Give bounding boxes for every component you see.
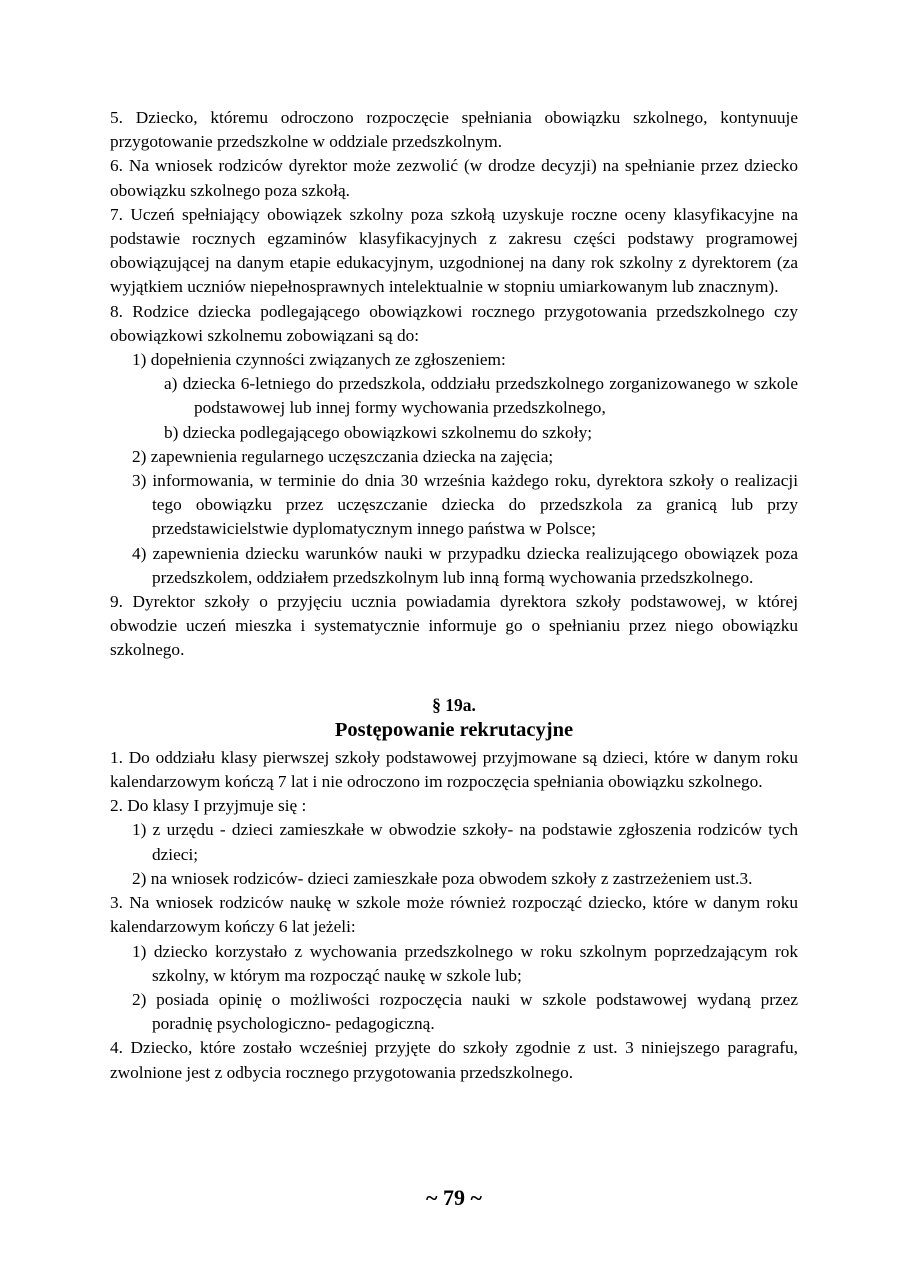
list-item: 3) informowania, w terminie do dnia 30 września każdego roku, dyrektora szkoły o realizacji tego obowiązku przez uczęszczanie dziecka do przedszkola za granicą lub przy przedstawicielstwie dyplomatycznym innego państwa w Polsce;: [132, 471, 798, 539]
list-item: 2) na wniosek rodziców- dzieci zamieszkałe poza obwodem szkoły z zastrzeżeniem ust.3.: [132, 868, 753, 888]
paragraph-7: 7. Uczeń spełniający obowiązek szkolny poza szkołą uzyskuje roczne oceny klasyfikacyjne na podstawie rocznych egzaminów klasyfikacyjnych z zakresu części podstawy programowej obowiązującej na danym etapie edukacyjnym, uzgodnionej na dany rok szkolny z dyrektorem (za wyjątkiem uczniów niepełnosprawnych intelektualnie w stopniu umiarkowanym lub znacznym).: [110, 204, 798, 297]
section-paragraph-2: 2. Do klasy I przyjmuje się :: [110, 796, 307, 816]
sub-list-item: b) dziecka podlegającego obowiązkowi szkolnemu do szkoły;: [164, 422, 593, 442]
sub-list-item: a) dziecka 6-letniego do przedszkola, oddziału przedszkolnego zorganizowanego w szkole podstawowej lub innej formy wychowania przedszkolnego,: [164, 374, 798, 418]
section-paragraph-4: 4. Dziecko, które zostało wcześniej przyjęte do szkoły zgodnie z ust. 3 niniejszego paragrafu, zwolnione jest z odbycia rocznego przygotowania przedszkolnego.: [110, 1038, 798, 1082]
list-item: 4) zapewnienia dziecku warunków nauki w przypadku dziecka realizującego obowiązek poza przedszkolem, oddziałem przedszkolnym lub inną formą wychowania przedszkolnego.: [132, 543, 798, 587]
paragraph-6: 6. Na wniosek rodziców dyrektor może zezwolić (w drodze decyzji) na spełnianie przez dziecko obowiązku szkolnego poza szkołą.: [110, 156, 798, 200]
document-page: [110, 106, 798, 1085]
paragraph-8: 8. Rodzice dziecka podlegającego obowiązkowi rocznego przygotowania przedszkolnego czy obowiązkowi szkolnemu zobowiązani są do:: [110, 301, 798, 345]
section-paragraph-3: 3. Na wniosek rodziców naukę w szkole może również rozpocząć dziecko, które w danym roku kalendarzowym kończy 6 lat jeżeli:: [110, 893, 798, 937]
section-title: Postępowanie rekrutacyjne: [334, 718, 574, 741]
list-item: 1) dziecko korzystało z wychowania przedszkolnego w roku szkolnym poprzedzającym rok szkolny, w którym ma rozpocząć naukę w szkole lub;: [132, 941, 798, 985]
list-item: 1) dopełnienia czynności związanych ze zgłoszeniem:: [132, 350, 506, 370]
paragraph-5: 5. Dziecko, któremu odroczono rozpoczęcie spełniania obowiązku szkolnego, kontynuuje przygotowanie przedszkolne w oddziale przedszkolnym.: [110, 108, 798, 152]
list-item: 2) zapewnienia regularnego uczęszczania dziecka na zajęcia;: [132, 446, 554, 466]
section-number: § 19a.: [432, 694, 476, 715]
paragraph-9: 9. Dyrektor szkoły o przyjęciu ucznia powiadamia dyrektora szkoły podstawowej, w której obwodzie uczeń mieszka i systematycznie informuje go o spełnianiu przez niego obowiązku szkolnego.: [110, 592, 798, 660]
list-item: 2) posiada opinię o możliwości rozpoczęcia nauki w szkole podstawowej wydaną przez poradnię psychologiczno- pedagogiczną.: [132, 989, 798, 1034]
page-number: ~ 79 ~: [426, 1185, 482, 1210]
list-item: 1) z urzędu - dzieci zamieszkałe w obwodzie szkoły- na podstawie zgłoszenia rodziców tych dzieci;: [132, 820, 798, 864]
section-paragraph-1: 1. Do oddziału klasy pierwszej szkoły podstawowej przyjmowane są dzieci, które w danym roku kalendarzowym kończą 7 lat i nie odroczono im rozpoczęcia spełniania obowiązku szkolnego.: [110, 747, 798, 792]
